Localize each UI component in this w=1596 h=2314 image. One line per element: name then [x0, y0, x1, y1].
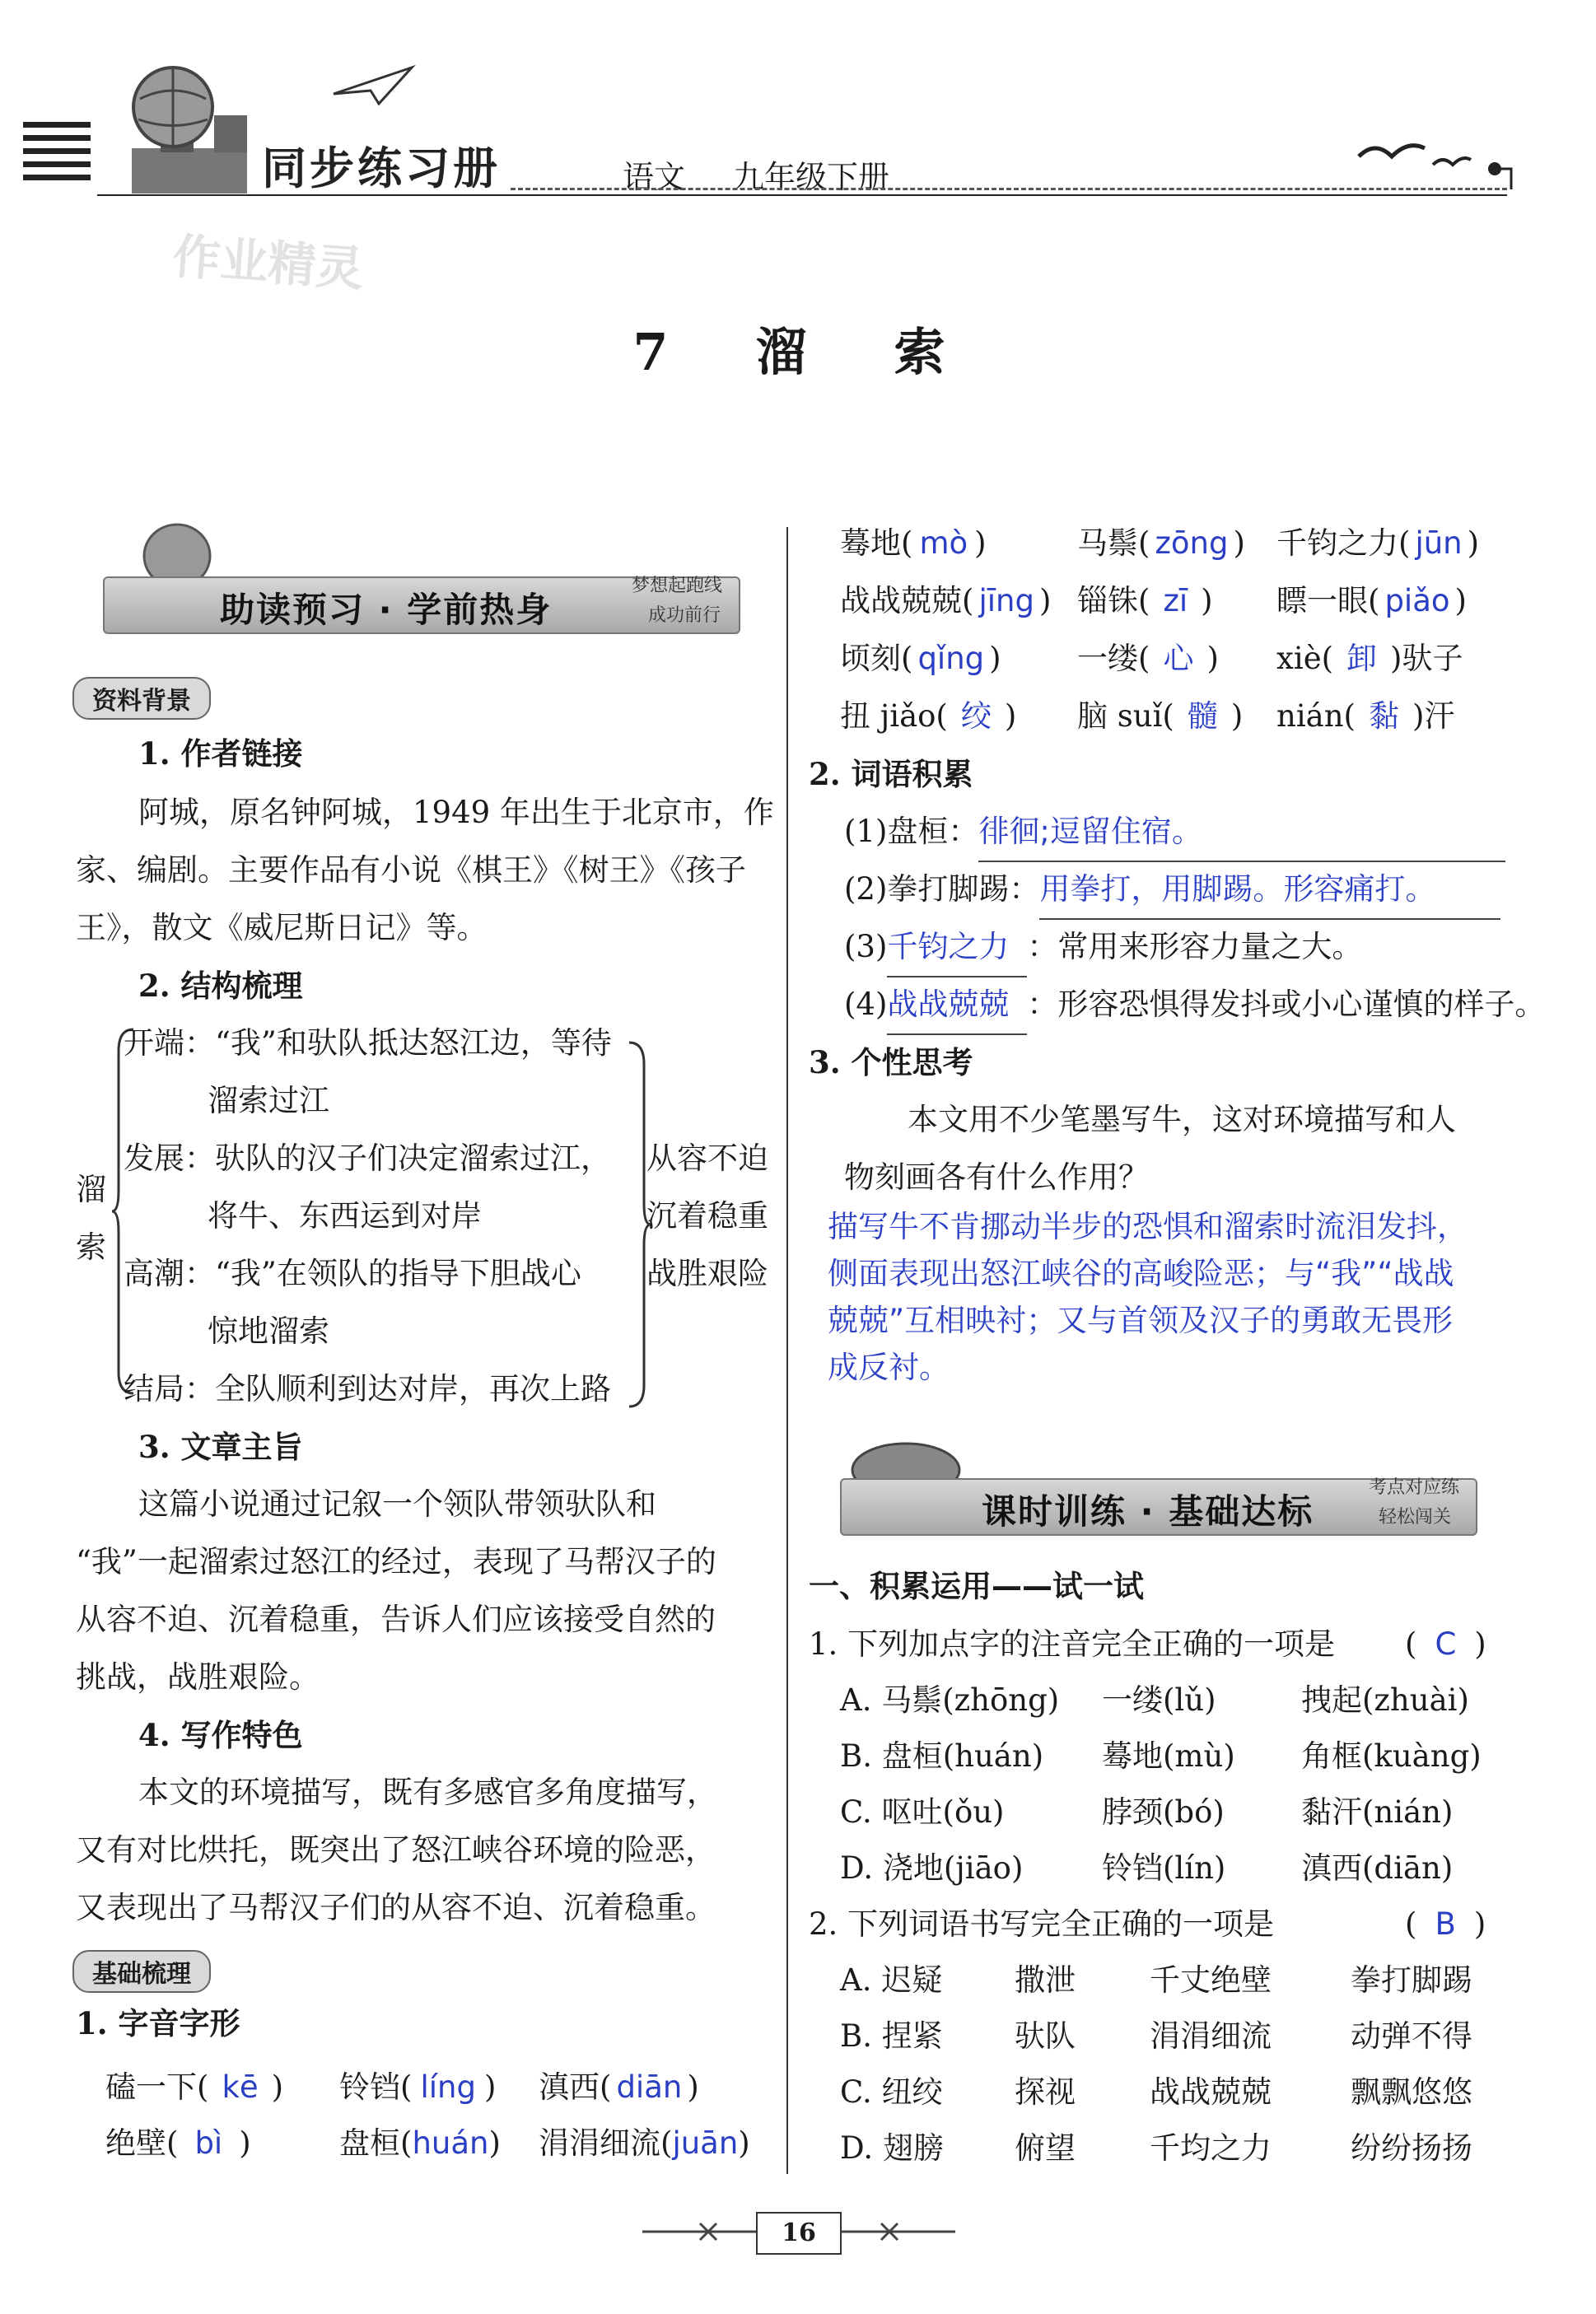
- mc1-option: D. 浇地(jiāo): [840, 1850, 1024, 1886]
- thinking-question-1: 本文用不少笔墨写牛，这对环境描写和人: [908, 1102, 1456, 1137]
- mc1-option: 蓦地(mù): [1102, 1738, 1235, 1774]
- watermark: 作业精灵: [170, 227, 366, 297]
- author-heading: 1. 作者链接: [138, 735, 303, 772]
- pinyin-item: 瞟一眼( piǎo ): [1276, 583, 1467, 618]
- pinyin-item: 扭 jiǎo( 绞 ): [840, 698, 1017, 734]
- pinyin-item: nián( 黏 )汗: [1276, 698, 1455, 734]
- banner-practice-sub1: 考点对应练: [1369, 1477, 1460, 1498]
- author-text-1: 阿城，原名钟阿城，1949 年出生于北京市，作: [138, 795, 774, 830]
- author-text-2: 家、编剧。主要作品有小说《棋王》《树王》《孩子: [76, 852, 746, 888]
- pinyin-item: 滇西( diān ): [539, 2069, 699, 2105]
- mc2-option: 驮队: [1015, 2018, 1076, 2054]
- stage-1-a: 开端：“我”和驮队抵达怒江边，等待: [124, 1025, 612, 1061]
- pinyin-item: 脑 suǐ( 髓 ): [1077, 698, 1244, 734]
- mc2-option: D. 翅膀: [840, 2130, 944, 2166]
- tag-background: 资料背景: [72, 677, 211, 720]
- pinyin-item: 涓涓细流(juān): [539, 2125, 750, 2161]
- result-3: 战胜艰险: [646, 1256, 768, 1291]
- mc1-option: A. 马鬃(zhōng): [840, 1682, 1060, 1718]
- mc1-answer-box: ( C ): [1405, 1626, 1486, 1662]
- banner-prep-title: 助读预习 · 学前热身: [220, 590, 553, 630]
- pinyin-item: 千钧之力( jūn ): [1276, 525, 1480, 561]
- thinking-answer-2: 侧面表现出怒江峡谷的高峻险恶；与“我”“战战: [828, 1256, 1454, 1291]
- theme-text-2: “我”一起溜索过怒江的经过，表现了马帮汉子的: [76, 1544, 716, 1579]
- stage-3-a: 高潮：“我”在领队的指导下胆战心: [124, 1256, 581, 1291]
- mc2-option: 俯望: [1015, 2130, 1076, 2166]
- features-heading: 4. 写作特色: [138, 1717, 303, 1753]
- globe-emblem-icon: [115, 49, 264, 198]
- structure-root-1: 溜: [76, 1172, 106, 1207]
- banner-practice-sub2: 轻松闯关: [1379, 1507, 1452, 1528]
- mc2-option: 战战兢兢: [1150, 2074, 1272, 2110]
- mc1-option: C. 呕吐(ǒu): [840, 1794, 1005, 1830]
- mc2-option: C. 纽绞: [840, 2074, 943, 2110]
- mc2-option: 动弹不得: [1351, 2018, 1472, 2054]
- lesson-title: 7 溜 索: [632, 322, 964, 382]
- vocab-item-2: (2)拳打脚踢：用拳打，用脚踢。形容痛打。: [844, 861, 1500, 920]
- pronunciation-heading: 1. 字音字形: [76, 2005, 240, 2041]
- subject-label: 语文: [623, 159, 686, 195]
- section-banner-practice: [840, 1478, 1477, 1536]
- mc2-option: B. 捏紧: [840, 2018, 943, 2054]
- thinking-answer-1: 描写牛不肯挪动半步的恐惧和溜索时流泪发抖，: [828, 1209, 1468, 1244]
- theme-text-1: 这篇小说通过记叙一个领队带领驮队和: [138, 1486, 656, 1522]
- features-text-3: 又表现出了马帮汉子们的从容不迫、沉着稳重。: [76, 1890, 716, 1925]
- vocab-item-4: (4)战战兢兢 ：形容恐惧得发抖或小心谨慎的样子。: [844, 976, 1545, 1035]
- pinyin-item: 战战兢兢( jīng ): [840, 583, 1052, 618]
- vocab-item-3: (3)千钧之力 ：常用来形容力量之大。: [844, 918, 1362, 977]
- page-number: 16: [756, 2212, 842, 2255]
- mc2-option: 涓涓细流: [1150, 2018, 1272, 2054]
- thinking-answer-4: 成反衬。: [828, 1350, 950, 1385]
- result-2: 沉着稳重: [646, 1198, 768, 1234]
- theme-heading: 3. 文章主旨: [138, 1429, 303, 1465]
- features-text-1: 本文的环境描写，既有多感官多角度描写，: [138, 1775, 717, 1810]
- mc1-option: 黏汗(nián): [1301, 1794, 1454, 1830]
- mc2-stem: 2. 下列词语书写完全正确的一项是: [809, 1906, 1275, 1942]
- pinyin-item: 一缕( 心 ): [1077, 641, 1219, 676]
- mc1-option: 角框(kuàng): [1301, 1738, 1482, 1774]
- header-rule: [97, 194, 1507, 196]
- mc2-option: 纷纷扬扬: [1351, 2130, 1472, 2166]
- pinyin-item: xiè( 卸 )驮子: [1276, 641, 1463, 676]
- stage-2-b: 将牛、东西运到对岸: [208, 1198, 482, 1234]
- pinyin-item: 盘桓(huán): [339, 2125, 501, 2161]
- mc1-option: 脖颈(bó): [1102, 1794, 1225, 1830]
- thinking-heading: 3. 个性思考: [809, 1044, 973, 1080]
- pinyin-item: 绝壁( bì ): [105, 2125, 251, 2161]
- paper-plane-icon: [329, 61, 420, 110]
- mc2-option: 千均之力: [1150, 2130, 1272, 2166]
- left-brace: [112, 1026, 137, 1397]
- structure-root-2: 索: [76, 1229, 106, 1265]
- stage-1-b: 溜索过江: [208, 1083, 329, 1118]
- mc1-option: 一缕(lǔ): [1102, 1682, 1216, 1718]
- mc1-option: 拽起(zhuài): [1301, 1682, 1469, 1718]
- mc2-option: 撒泄: [1015, 1962, 1076, 1998]
- tag-basics: 基础梳理: [72, 1950, 211, 1993]
- vocab-item-1: (1)盘桓：徘徊;逗留住宿。: [844, 803, 1505, 862]
- mc2-option: A. 迟疑: [840, 1962, 943, 1998]
- banner-prep-sub1: 梦想起跑线: [632, 576, 723, 596]
- structure-heading: 2. 结构梳理: [138, 968, 303, 1004]
- mc1-option: 铃铛(lín): [1102, 1850, 1226, 1886]
- pinyin-item: 顷刻( qǐng ): [840, 641, 1001, 676]
- author-text-3: 王》，散文《威尼斯日记》等。: [76, 910, 488, 945]
- vocab-heading: 2. 词语积累: [809, 756, 973, 792]
- mc2-answer-box: ( B ): [1405, 1906, 1486, 1942]
- banner-prep-sub2: 成功前行: [648, 605, 721, 626]
- mc2-option: 飘飘悠悠: [1351, 2074, 1472, 2110]
- thinking-answer-3: 兢兢”互相映衬；又与首领及汉子的勇敢无畏形: [828, 1303, 1454, 1338]
- mc2-option: 千丈绝壁: [1150, 1962, 1272, 1998]
- stage-3-b: 惊地溜索: [208, 1313, 329, 1349]
- grade-label: 九年级下册: [733, 159, 890, 195]
- features-text-2: 又有对比烘托，既突出了怒江峡谷环境的险恶，: [76, 1832, 716, 1868]
- mc1-option: B. 盘桓(huán): [840, 1738, 1044, 1774]
- brand-title: 同步练习册: [262, 142, 501, 194]
- pinyin-item: 磕一下( kē ): [105, 2069, 284, 2105]
- pinyin-item: 马鬃( zōng ): [1077, 525, 1245, 561]
- mc2-option: 探视: [1015, 2074, 1076, 2110]
- theme-text-4: 挑战，战胜艰险。: [76, 1659, 320, 1695]
- result-1: 从容不迫: [646, 1141, 768, 1176]
- theme-text-3: 从容不迫、沉着稳重，告诉人们应该接受自然的: [76, 1602, 716, 1637]
- thinking-question-2: 物刻画各有什么作用？: [844, 1159, 1149, 1195]
- pinyin-item: 锱铢( zī ): [1077, 583, 1213, 618]
- section-banner-prep: [103, 576, 740, 634]
- mc1-stem: 1. 下列加点字的注音完全正确的一项是: [809, 1626, 1336, 1662]
- stage-4-a: 结局：全队顺利到达对岸，再次上路: [124, 1371, 611, 1407]
- part1-heading: 一、积累运用——试一试: [809, 1569, 1144, 1604]
- mc2-option: 拳打脚踢: [1351, 1962, 1472, 1998]
- pinyin-item: 蓦地( mò ): [840, 525, 987, 561]
- birds-icon: [1351, 124, 1515, 206]
- pinyin-item: 铃铛( líng ): [339, 2069, 497, 2105]
- banner-practice-title: 课时训练 · 基础达标: [982, 1491, 1314, 1532]
- header-bars: [23, 122, 91, 188]
- column-divider: [786, 527, 788, 2174]
- stage-2-a: 发展：驮队的汉子们决定溜索过江，: [124, 1141, 611, 1176]
- mc1-option: 滇西(diān): [1301, 1850, 1454, 1886]
